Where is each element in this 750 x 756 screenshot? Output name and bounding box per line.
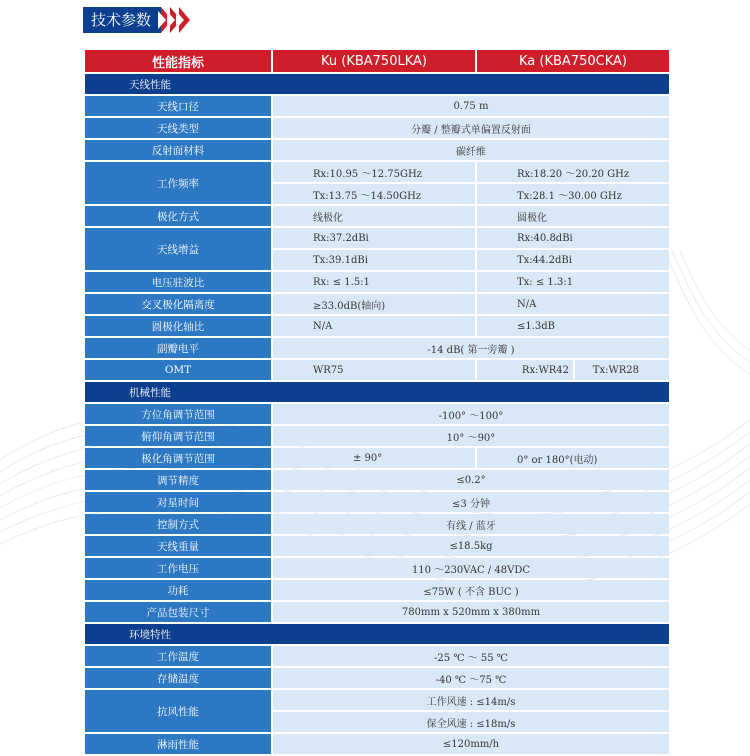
- table-row: [85, 360, 669, 380]
- table-row: [85, 118, 669, 138]
- row-label: 天线重量: [85, 536, 271, 556]
- row-label: 电压驻波比: [85, 272, 271, 292]
- row-label: 工作温度: [85, 646, 271, 666]
- row-value: ≤0.2°: [273, 470, 669, 490]
- row-value: 分瓣 / 整瓣式单偏置反射面: [273, 118, 669, 138]
- row-label: 工作频率: [85, 162, 271, 204]
- row-value: 保全风速 : ≤18m/s: [273, 712, 669, 732]
- table-row: [85, 272, 669, 292]
- row-label: 俯仰角调节范围: [85, 426, 271, 446]
- row-value-ka: Tx:28.1 ～30.00 GHz: [477, 184, 669, 204]
- table-row: [85, 690, 669, 710]
- row-label: 天线口径: [85, 96, 271, 116]
- row-value-ka: 圆极化: [477, 206, 669, 226]
- row-label: 控制方式: [85, 514, 271, 534]
- table-row: [85, 602, 669, 622]
- row-value-ku: ± 90°: [273, 448, 475, 468]
- row-value: 110 ～230VAC / 48VDC: [273, 558, 669, 578]
- table-row: [85, 206, 669, 226]
- section-title: 机械性能: [85, 382, 669, 402]
- row-value: 780mm x 520mm x 380mm: [273, 602, 669, 622]
- row-value: -14 dB( 第一旁瓣 ): [273, 338, 669, 358]
- row-value-ku: N/A: [273, 316, 475, 336]
- table-row: [85, 316, 669, 336]
- row-label: 抗风性能: [85, 690, 271, 732]
- row-value: ≤75W ( 不含 BUC ): [273, 580, 669, 600]
- table-row: [85, 338, 669, 358]
- row-value: -100° ～100°: [273, 404, 669, 424]
- table-row: [85, 558, 669, 578]
- row-value-ka: ≤1.3dB: [477, 316, 669, 336]
- table-row: [85, 426, 669, 446]
- section-title: 环境特性: [85, 624, 669, 644]
- row-label: 交叉极化隔离度: [85, 294, 271, 314]
- table-header-row: [85, 50, 669, 72]
- row-value: 碳纤维: [273, 140, 669, 160]
- row-value: 10° ～90°: [273, 426, 669, 446]
- row-value-ka: Tx:44.2dBi: [477, 250, 669, 270]
- row-value-ka-rx: Rx:WR42: [477, 360, 573, 380]
- column-header-ka: Ka (KBA750CKA): [477, 50, 669, 72]
- row-label: 副瓣电平: [85, 338, 271, 358]
- row-label: 淋雨性能: [85, 734, 271, 754]
- table-row: [85, 140, 669, 160]
- chevron-arrows-icon: [163, 7, 190, 33]
- row-value-ka: Rx:18.20 ～20.20 GHz: [477, 162, 669, 182]
- section-row-antenna: [85, 74, 669, 94]
- row-value: 工作风速 : ≤14m/s: [273, 690, 669, 710]
- section-row-mechanical: [85, 382, 669, 402]
- row-value-ka: 0° or 180°(电动): [477, 448, 669, 468]
- row-value-ka-tx: Tx:WR28: [575, 360, 669, 380]
- row-value-ku: Rx:37.2dBi: [273, 228, 475, 248]
- table-row: [85, 404, 669, 424]
- row-label: 方位角调节范围: [85, 404, 271, 424]
- row-label: OMT: [85, 360, 271, 380]
- row-value-ku: Tx:39.1dBi: [273, 250, 475, 270]
- row-label: 产品包装尺寸: [85, 602, 271, 622]
- row-value-ka: Rx:40.8dBi: [477, 228, 669, 248]
- row-value-ku: Tx:13.75 ～14.50GHz: [273, 184, 475, 204]
- table-row: [85, 580, 669, 600]
- table-row: [85, 536, 669, 556]
- row-value-ku: ≥33.0dB(轴向): [273, 294, 475, 314]
- row-label: 调节精度: [85, 470, 271, 490]
- section-header: [83, 6, 190, 34]
- row-value: ≤120mm/h: [273, 734, 669, 754]
- row-value: -40 ℃ ～75 ℃: [273, 668, 669, 688]
- table-row: [85, 294, 669, 314]
- header-title: 技术参数: [83, 7, 161, 33]
- table-row: [85, 646, 669, 666]
- table-row: [85, 492, 669, 512]
- table-row: [85, 668, 669, 688]
- section-row-environment: [85, 624, 669, 644]
- row-value-ku: Rx: ≤ 1.5:1: [273, 272, 475, 292]
- row-value-ku: Rx:10.95 ～12.75GHz: [273, 162, 475, 182]
- row-value-ku: WR75: [273, 360, 475, 380]
- row-label: 反射面材料: [85, 140, 271, 160]
- table-row: [85, 228, 669, 248]
- row-value: ≤18.5kg: [273, 536, 669, 556]
- row-label: 工作电压: [85, 558, 271, 578]
- row-value: 0.75 m: [273, 96, 669, 116]
- table-row: [85, 162, 669, 182]
- spec-table: [83, 48, 671, 756]
- row-value-ka: Tx: ≤ 1.3:1: [477, 272, 669, 292]
- row-value: -25 ℃ ～ 55 ℃: [273, 646, 669, 666]
- row-label: 存储温度: [85, 668, 271, 688]
- row-label: 极化方式: [85, 206, 271, 226]
- row-value: 有线 / 蓝牙: [273, 514, 669, 534]
- row-value-ku: 线极化: [273, 206, 475, 226]
- row-value-ka: N/A: [477, 294, 669, 314]
- row-label: 极化角调节范围: [85, 448, 271, 468]
- row-label: 天线增益: [85, 228, 271, 270]
- column-header-param: 性能指标: [85, 50, 271, 72]
- table-row: [85, 734, 669, 754]
- row-label: 功耗: [85, 580, 271, 600]
- section-title: 天线性能: [85, 74, 669, 94]
- table-row: [85, 470, 669, 490]
- table-row: [85, 448, 669, 468]
- table-row: [85, 514, 669, 534]
- row-label: 圆极化轴比: [85, 316, 271, 336]
- row-value: ≤3 分钟: [273, 492, 669, 512]
- row-label: 对星时间: [85, 492, 271, 512]
- row-label: 天线类型: [85, 118, 271, 138]
- table-row: [85, 96, 669, 116]
- column-header-ku: Ku (KBA750LKA): [273, 50, 475, 72]
